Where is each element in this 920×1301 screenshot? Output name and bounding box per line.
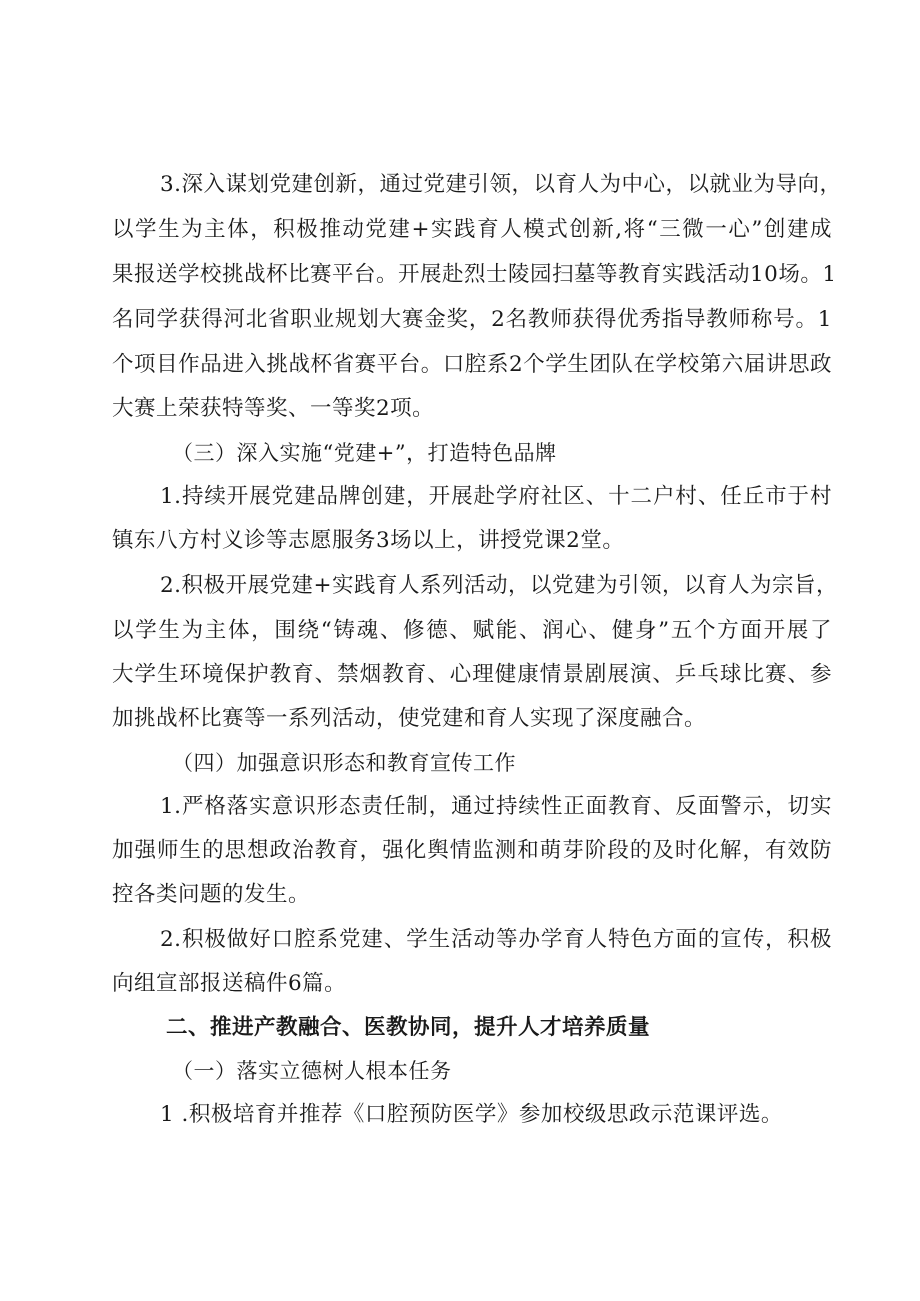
subsection-heading-one: （一）落实立德树人根本任务 [172,1059,452,1083]
paragraph-line: 加强师生的思想政治教育，强化舆情监测和萌芽阶段的及时化解，有效防 [112,838,832,863]
paragraph-line: 大赛上荣获特等奖、一等奖2项。 [112,396,435,421]
paragraph-line: 加挑战杯比赛等一系列活动，使党建和育人实现了深度融合。 [112,706,707,731]
paragraph-line: 1.持续开展党建品牌创建，开展赴学府社区、十二户村、任丘市于村 [160,484,832,509]
subsection-heading-four: （四）加强意识形态和教育宣传工作 [172,751,516,775]
paragraph-line: 3.深入谋划党建创新，通过党建引领，以育人为中心，以就业为导向， [160,172,842,197]
paragraph-line: 1 .积极培育并推荐《口腔预防医学》参加校级思政示范课评选。 [160,1102,783,1127]
subsection-heading-three: （三）深入实施“党建+”，打造特色品牌 [172,441,557,465]
paragraph-line: 果报送学校挑战杯比赛平台。开展赴烈士陵园扫墓等教育实践活动10场。1 [112,262,837,287]
paragraph-line: 1.严格落实意识形态责任制，通过持续性正面教育、反面警示，切实 [160,794,832,819]
section-heading-two: 二、推进产教融合、医教协同，提升人才培养质量 [166,1015,651,1040]
paragraph-line: 2.积极开展党建+实践育人系列活动，以党建为引领，以育人为宗旨， [160,573,839,598]
paragraph-line: 大学生环境保护教育、禁烟教育、心理健康情景剧展演、乒乓球比赛、参 [112,662,832,687]
paragraph-line: 向组宣部报送稿件6篇。 [112,971,347,996]
paragraph-line: 2.积极做好口腔系党建、学生活动等办学育人特色方面的宣传，积极 [160,927,832,952]
paragraph-line: 以学生为主体，积极推动党建+实践育人模式创新,将“三微一心”创建成 [112,217,832,242]
paragraph-line: 名同学获得河北省职业规划大赛金奖，2名教师获得优秀指导教师称号。1 [112,307,832,332]
paragraph-line: 镇东八方村义诊等志愿服务3场以上，讲授党课2堂。 [112,528,625,553]
paragraph-line: 以学生为主体，围绕“铸魂、修德、赋能、润心、健身”五个方面开展了 [112,618,832,643]
paragraph-line: 个项目作品进入挑战杯省赛平台。口腔系2个学生团队在学校第六届讲思政 [112,352,832,377]
paragraph-line: 控各类问题的发生。 [112,882,311,907]
